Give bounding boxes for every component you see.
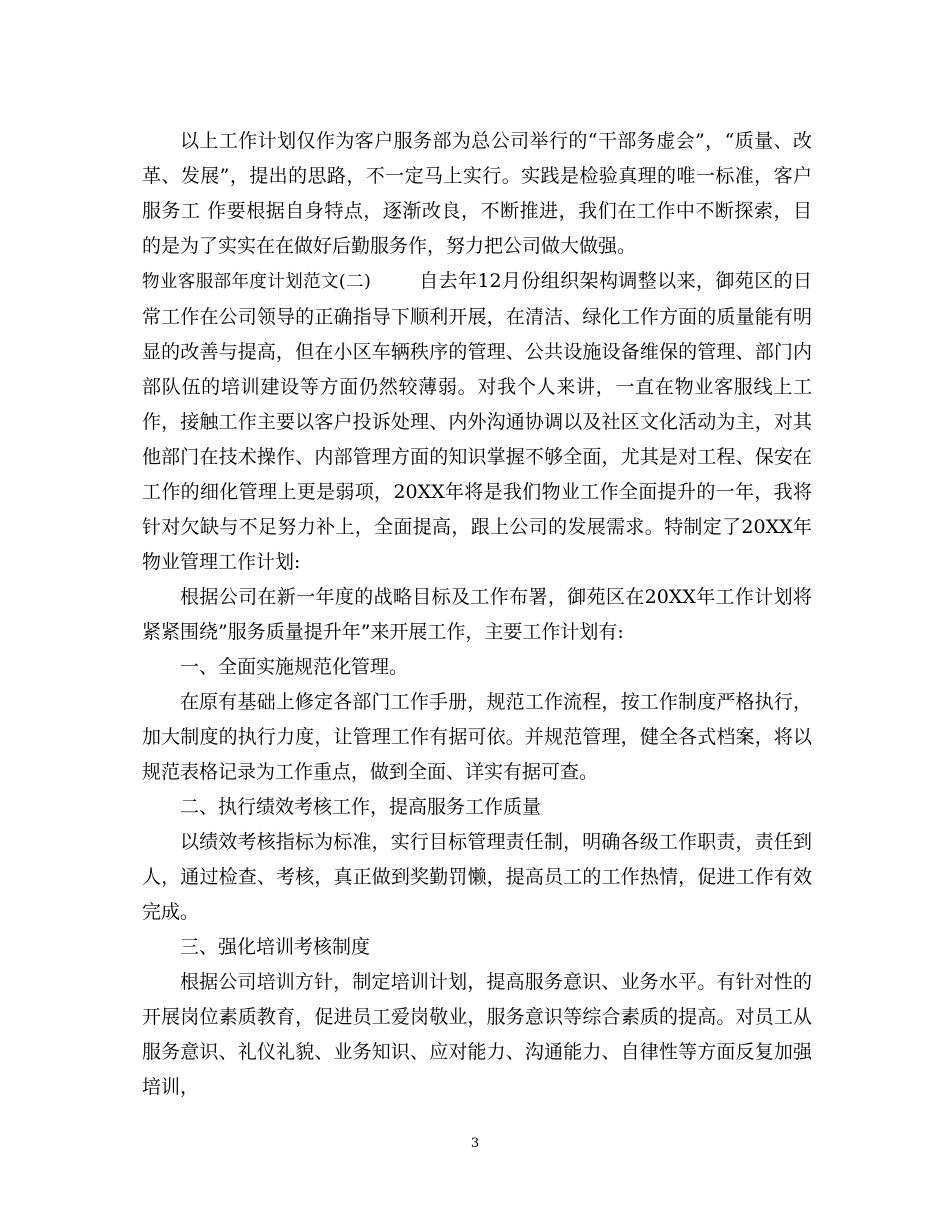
heading-performance-assessment: 二、执行绩效考核工作，提高服务工作质量 (180, 796, 542, 818)
heading-standardized-management: 一、全面实施规范化管理。 (180, 656, 409, 678)
paragraph-summary: 以上工作计划仅作为客户服务部为总公司举行的“干部务虚会”，“质量、改革、发展”，提出的思路，不一定马上实行。实践是检验真理的唯一标准，客户服务工 作要根据自身特点，逐渐改良，不断推进，我们在工作中不断探索，目的是为了实实在在做好后勤服务作，努力把公司做大做强。 (142, 130, 812, 257)
paragraph-standardized-management: 在原有基础上修定各部门工作手册，规范工作流程，按工作制度严格执行，加大制度的执行力度，让管理工作有据可依。并规范管理，健全各式档案，将以规范表格记录为工作重点，做到全面、详实有据可查。 (142, 691, 812, 783)
page-number: 3 (470, 1136, 480, 1151)
paragraph-strategy: 根据公司在新一年度的战略目标及工作布署，御苑区在20XX年工作计划将紧紧围绕”服务质量提升年”来开展工作，主要工作计划有: (142, 586, 812, 643)
paragraph-plan-intro-text: 自去年12月份组织架构调整以来，御苑区的日常工作在公司领导的正确指导下顺利开展，在清洁、绿化工作方面的质量能有明显的改善与提高，但在小区车辆秩序的管理、公共设施设备维保的管理、部门内部队伍的培训建设等方面仍然较薄弱。对我个人来讲，一直在物业客服线上工作，接触工作主要以客户投诉处理、内外沟通协调以及社区文化活动为主，对其他部门在技术操作、内部管理方面的知识掌握不够全面，尤其是对工程、保安在工作的细化管理上更是弱项，20XX年将是我们物业工作全面提升的一年，我将针对欠缺与不足努力补上，全面提高，跟上公司的发展需求。特制定了20XX年物业管理工作计划: (142, 270, 812, 573)
paragraph-performance-assessment: 以绩效考核指标为标准，实行目标管理责任制，明确各级工作职责，责任到人，通过检查、考核，真正做到奖勤罚懒，提高员工的工作热情，促进工作有效完成。 (142, 831, 812, 923)
document-body (142, 124, 812, 1105)
section-title: 物业客服部年度计划范文(二) (142, 272, 371, 292)
paragraph-training-assessment: 根据公司培训方针，制定培训计划，提高服务意识、业务水平。有针对性的开展岗位素质教育，促进员工爱岗敬业，服务意识等综合素质的提高。对员工从服务意识、礼仪礼貌、业务知识、应对能力、沟通能力、自律性等方面反复加强培训， (142, 971, 812, 1098)
paragraph-plan-intro (142, 264, 812, 580)
heading-training-assessment: 三、强化培训考核制度 (180, 936, 371, 958)
